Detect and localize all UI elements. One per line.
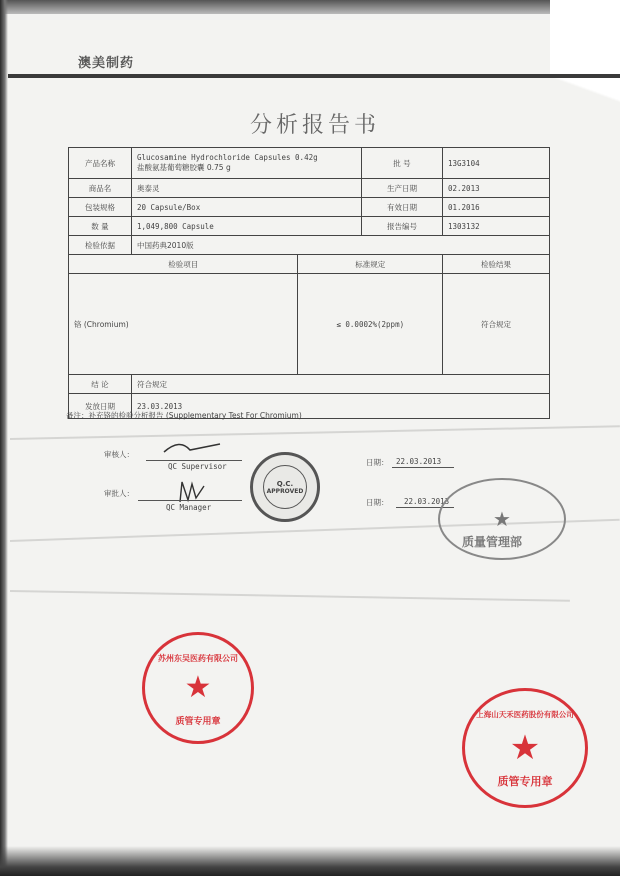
qc-seal-inner (263, 465, 307, 509)
product-name-cn: 盐酸氨基葡萄糖胶囊 0.75 g (137, 163, 231, 172)
prod-date-value: 02.2013 (443, 179, 550, 198)
reviewer-sign-line (146, 460, 242, 461)
issue-date-value: 23.03.2013 (132, 394, 550, 419)
col-result-header: 检验结果 (443, 255, 550, 274)
shanghai-stamp-sub: 质管专用章 (497, 775, 553, 788)
conclusion-value: 符合规定 (132, 375, 550, 394)
date-value-2: 22.03.2013 (404, 497, 450, 506)
package-value: 20 Capsule/Box (132, 198, 362, 217)
reviewer-title: QC Supervisor (168, 462, 227, 471)
batch-value: 13G3104 (443, 148, 550, 179)
scan-corner-fold (550, 0, 620, 260)
company-logo: 澳美制药 (78, 56, 135, 71)
star-icon: ★ (493, 507, 511, 531)
supplementary-note: 备注：补充铬的检验分析报告 (Supplementary Test For Chromium) (66, 411, 302, 420)
trade-name-value: 奥泰灵 (132, 179, 362, 198)
scan-top-band (0, 0, 620, 14)
expiry-label: 有效日期 (362, 198, 443, 217)
report-no-label: 报告编号 (362, 217, 443, 236)
quantity-label: 数 量 (69, 217, 132, 236)
product-name-en: Glucosamine Hydrochloride Capsules 0.42g (137, 153, 318, 162)
product-name-cell (132, 148, 362, 179)
conclusion-label: 结 论 (69, 375, 132, 394)
suzhou-stamp-sub: 质管专用章 (175, 717, 221, 727)
product-name-label: 产品名称 (69, 148, 132, 179)
qc-seal-top: Q.C. (276, 479, 294, 488)
scan-bottom-edge (0, 846, 620, 876)
date-line-1 (392, 467, 454, 468)
gray-stamp-text: 质量管理部 (462, 535, 523, 549)
shanghai-stamp-text: 上海山天禾医药股份有限公司 (476, 710, 574, 719)
approver-title: QC Manager (166, 503, 212, 512)
paper-crease (10, 590, 570, 602)
suzhou-red-stamp (142, 632, 254, 744)
star-icon: ★ (509, 728, 541, 768)
date-value-1: 22.03.2013 (396, 457, 442, 466)
approver-label: 审批人： (104, 489, 134, 498)
test-standard: ≤ 0.0002%(2ppm) (298, 274, 443, 375)
star-icon: ★ (184, 670, 212, 705)
basis-label: 检验依据 (69, 236, 132, 255)
scan-left-edge (0, 0, 8, 876)
paper-crease (10, 425, 620, 440)
trade-name-label: 商品名 (69, 179, 132, 198)
date-label-1: 日期： (366, 458, 389, 467)
suzhou-stamp-text: 苏州东吴医药有限公司 (158, 654, 238, 663)
basis-value: 中国药典2010版 (132, 236, 550, 255)
date-label-2: 日期： (366, 498, 389, 507)
batch-label: 批 号 (362, 148, 443, 179)
analysis-report-table (68, 147, 550, 419)
quantity-value: 1,049,800 Capsule (132, 217, 362, 236)
issue-date-label: 发放日期 (69, 394, 132, 419)
test-result: 符合规定 (443, 274, 550, 375)
col-item-header: 检验项目 (69, 255, 298, 274)
test-item: 铬 (Chromium) (69, 274, 298, 375)
report-no-value: 1303132 (443, 217, 550, 236)
qc-approved-seal (250, 452, 320, 522)
approver-sign-line (138, 500, 242, 501)
package-label: 包装规格 (69, 198, 132, 217)
gray-company-stamp (438, 478, 566, 560)
report-title: 分析报告书 (250, 113, 381, 138)
shanghai-red-stamp (462, 688, 588, 808)
col-standard-header: 标准规定 (298, 255, 443, 274)
reviewer-label: 审核人： (104, 450, 134, 459)
reviewer-signature (160, 436, 230, 458)
qc-seal-bottom: APPROVED (266, 487, 304, 495)
expiry-value: 01.2016 (443, 198, 550, 217)
prod-date-label: 生产日期 (362, 179, 443, 198)
header-rule (8, 74, 620, 78)
